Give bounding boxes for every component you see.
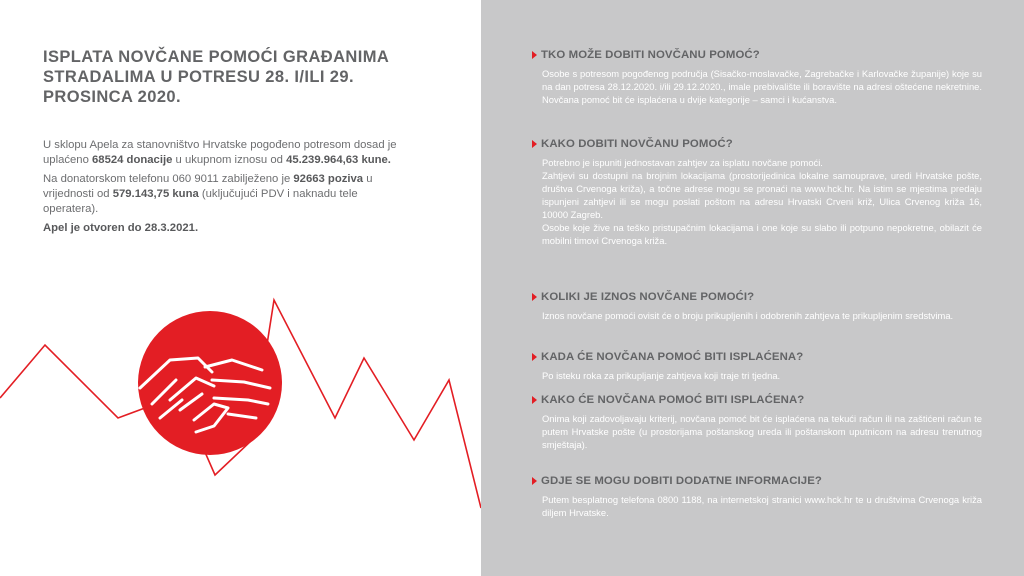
faq-answer [542,309,982,322]
faq-section-who [532,48,982,106]
intro-donations [43,138,403,168]
faq-question [532,48,982,62]
intro-text-run: Na donatorskom telefonu 060 9011 zabilježeno je [43,173,294,185]
intro-text-run: (uključujući PDV i naknadu tele operatera). [43,188,358,215]
faq-question [532,393,982,407]
bullet-arrow-icon [532,396,537,404]
faq-section-when [532,350,982,382]
bullet-arrow-icon [532,293,537,301]
intro-text-run: u vrijednosti od [43,173,373,200]
faq-question-text: KAKO DOBITI NOVČANU POMOĆ? [541,138,733,150]
intro-text [43,138,403,240]
faq-question-text: GDJE SE MOGU DOBITI DODATNE INFORMACIJE? [541,475,822,487]
faq-section-more-info [532,474,982,519]
faq-question-text: KOLIKI JE IZNOS NOVČANE POMOĆI? [541,291,755,303]
clasped-hands-icon [138,311,282,455]
bullet-arrow-icon [532,51,537,59]
faq-answer-paragraph: Po isteku roka za prikupljanje zahtjeva koji traje tri tjedna. [542,370,781,381]
faq-answer [542,493,982,519]
call-count: 92663 poziva [293,173,364,185]
bullet-arrow-icon [532,353,537,361]
faq-answer [542,369,982,382]
intro-text-run: u ukupnom iznosu od [172,154,287,166]
page-title: ISPLATA NOVČANE POMOĆI GRAĐANIMA STRADALIMA U POTRESU 28. I/ILI 29. PROSINCA 2020. [43,48,389,106]
faq-question [532,137,982,151]
bullet-arrow-icon [532,140,537,148]
faq-question-text: KAKO ĆE NOVČANA POMOĆ BITI ISPLAĆENA? [541,394,805,406]
faq-section-how-to-get [532,137,982,247]
call-total: 579.143,75 kuna [112,188,199,200]
faq-answer-paragraph: Potrebno je ispuniti jednostavan zahtjev za isplatu novčane pomoći. [542,157,823,168]
faq-answer [542,156,982,247]
intro-calls [43,172,403,217]
bullet-arrow-icon [532,477,537,485]
faq-answer-paragraph: Putem besplatnog telefona 0800 1188, na internetskoj stranici www.hck.hr te u društvima Crvenoga križa diljem Hrvatske. [542,494,982,518]
faq-answer-paragraph: Osobe koje žive na teško pristupačnim lokacijama i one koje su slabo ili potpuno nepokretne, obilazit će mobilni timovi Crvenoga križa. [542,222,982,246]
faq-answer [542,412,982,451]
donation-count: 68524 donacije [92,154,173,166]
faq-question [532,290,982,304]
faq-section-how-paid [532,393,982,451]
left-panel [0,0,481,576]
faq-answer-paragraph: Osobe s potresom pogođenog područja (Sisačko-moslavačke, Zagrebačke i Karlovačke županije) koje su na dan potresa 28.12.2020. i/ili 29.12.2020., imale prebivalište ili boravište na adresi oštećene nekretnine. Novčana pomoć bit će isplaćena u dvije kategorije – samci i kućanstva. [542,68,982,105]
faq-section-amount [532,290,982,322]
faq-question-text: KADA ĆE NOVČANA POMOĆ BITI ISPLAĆENA? [541,351,804,363]
intro-text-run: U sklopu Apela za stanovništvo Hrvatske pogođeno potresom dosad je uplaćeno [43,139,397,166]
intro-appeal-deadline [43,221,403,236]
faq-question-text: TKO MOŽE DOBITI NOVČANU POMOĆ? [541,49,760,61]
faq-answer-paragraph: Zahtjevi su dostupni na brojnim lokacijama (prostorijedinica lokalne samouprave, uredi Hrvatske pošte, društva Crvenoga križa), a točne adrese mogu se pronaći na www.hck.hr. Na istim se mjestima predaju ispunjeni zahtjevi ili se mogu poslati poštom na adresu Hrvatski Crveni križ, Ulica Crvenog križa 16, 10000 Zagreb. [542,170,982,220]
faq-question [532,474,982,488]
faq-answer-paragraph: Onima koji zadovoljavaju kriterij, novčana pomoć bit će isplaćena na tekući račun ili na zaštićeni račun te putem Hrvatske pošte (u prostorijama poštanskog ureda ili poštanskom uputnicom na adresu trenutnog smještaja). [542,413,982,450]
faq-answer [542,67,982,106]
appeal-deadline: Apel je otvoren do 28.3.2021. [43,222,199,234]
faq-answer-paragraph: Iznos novčane pomoći ovisit će o broju prikupljenih i odobrenih zahtjeva te prikupljenim sredstvima. [542,310,954,321]
faq-question [532,350,982,364]
donation-total: 45.239.964,63 kune. [286,154,391,166]
seismic-wave-graphic [0,280,481,510]
